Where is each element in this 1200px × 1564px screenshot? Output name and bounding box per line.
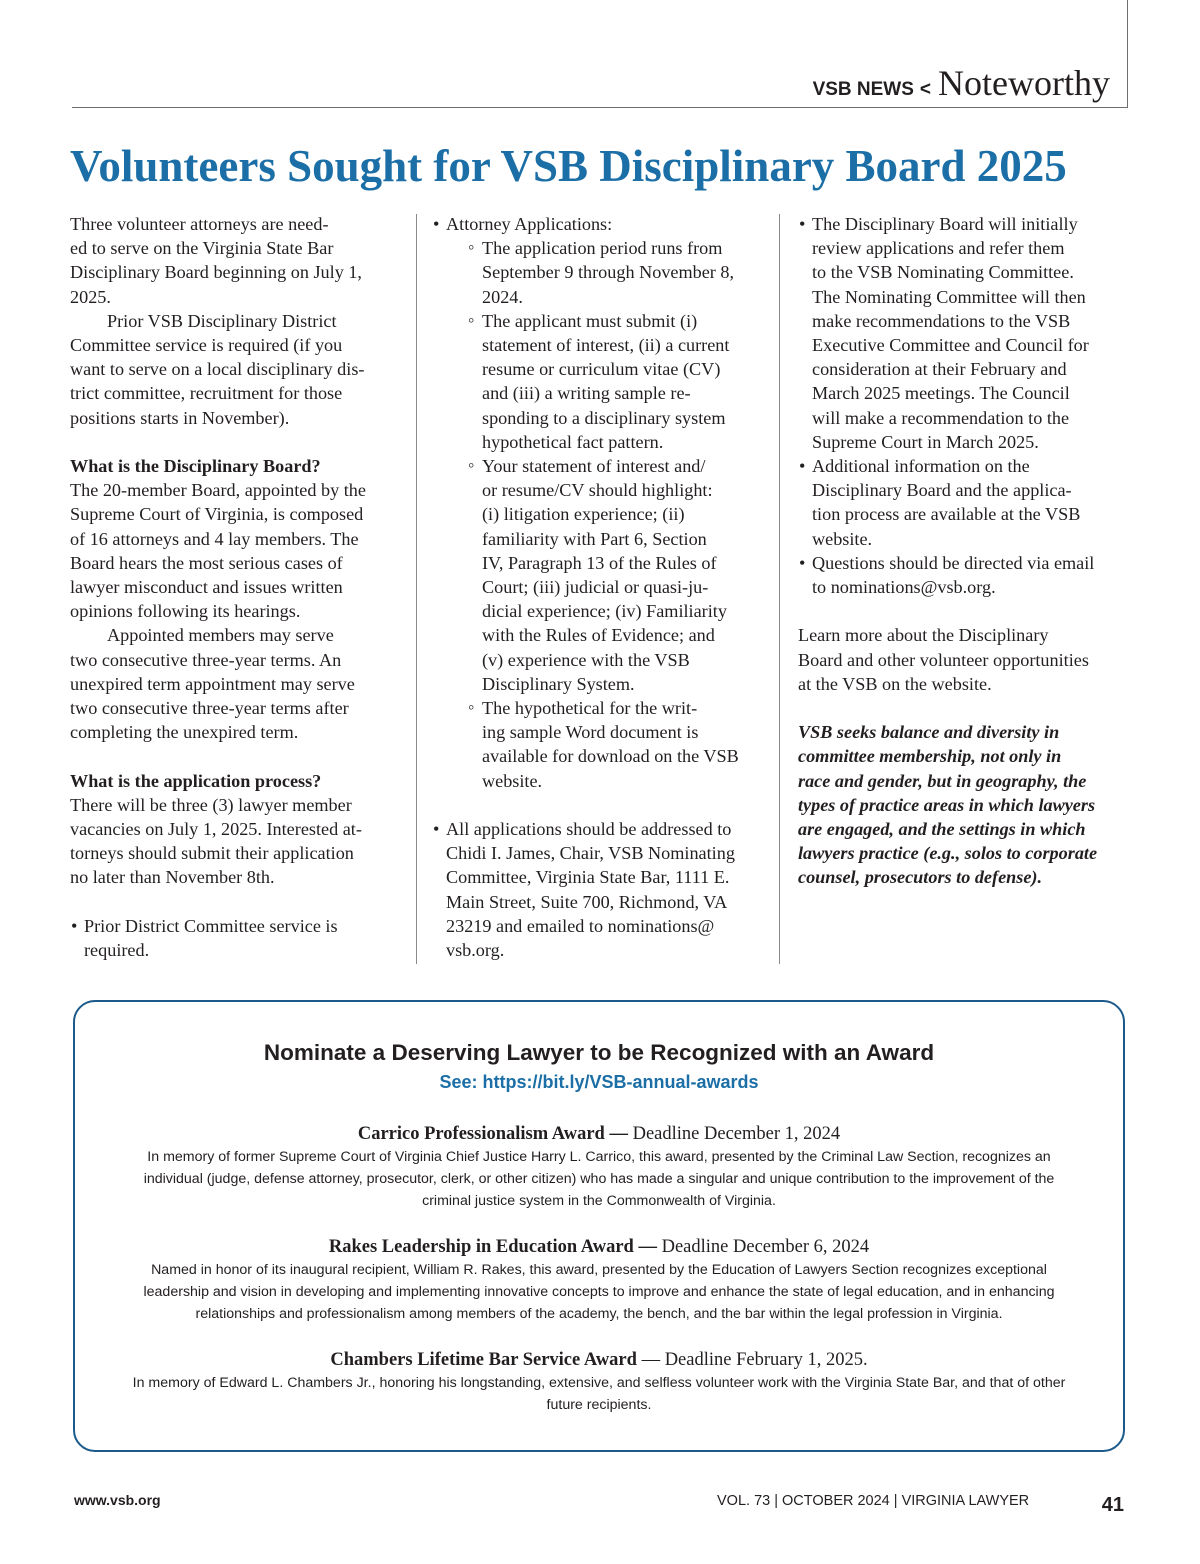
award-heading — [109, 1235, 1089, 1259]
article-column-1 — [70, 212, 410, 962]
section-arrow: < — [919, 79, 932, 100]
learn-more-paragraph: Learn more about the Disciplinary Board and other volunteer opportunities at the VSB on the website. — [798, 625, 1089, 694]
article-column-2 — [432, 212, 767, 962]
award-deadline: Deadline December 6, 2024 — [661, 1237, 870, 1257]
header-horizontal-rule — [72, 107, 1128, 108]
subhead-application-process: What is the application process? — [70, 770, 322, 791]
column-divider — [779, 214, 780, 964]
bullet-prior-service: • Prior District Committee service is required. — [70, 914, 410, 962]
board-paragraph: The 20-member Board, appointed by the Supreme Court of Virginia, is composed of 16 attorneys and 4 lay members. The Board hears the most serious cases of lawyer misconduct and issues written opinions following its hearings. — [70, 480, 366, 622]
bullet-additional-info: • Additional information on the Disciplinary Board and the applica- tion process are available at the VSB website. — [798, 454, 1138, 551]
awards-callout-box — [73, 1000, 1125, 1452]
vacancies-paragraph: There will be three (3) lawyer member vacancies on July 1, 2025. Interested at- torneys should submit their application no later than November 8th. — [70, 794, 362, 888]
awards-link[interactable]: See: https://bit.ly/VSB-annual-awards — [439, 1072, 759, 1092]
sub-bullet-application-period: ◦ The application period runs from September 9 through November 8, 2024. — [432, 236, 767, 309]
awards-title: Nominate a Deserving Lawyer to be Recognized with an Award — [263, 1040, 935, 1065]
subhead-disciplinary-board: What is the Disciplinary Board? — [70, 456, 321, 477]
award-deadline: — Deadline February 1, 2025. — [641, 1350, 868, 1370]
running-header — [813, 62, 1110, 104]
footer-issue-info: VOL. 73 | OCTOBER 2024 | VIRGINIA LAWYER — [717, 1493, 1030, 1509]
award-description: In memory of Edward L. Chambers Jr., honoring his longstanding, extensive, and selfless volunteer work with the Virginia State Bar, and that of other future recipients. — [132, 1375, 1066, 1413]
header-vertical-rule — [1127, 0, 1128, 108]
footer-website[interactable]: www.vsb.org — [74, 1492, 161, 1508]
award-name: Rakes Leadership in Education Award — — [328, 1237, 657, 1257]
sub-bullet-submission-requirements: ◦ The applicant must submit (i) statement of interest, (ii) a current resume or curriculum vitae (CV) and (iii) a writing sample re- sponding to a disciplinary system hypothetical fact pattern. — [432, 309, 767, 454]
bullet-address-applications: • All applications should be addressed to Chidi I. James, Chair, VSB Nominating Committee, Virginia State Bar, 1111 E. Main Street, Suite 700, Richmond, VA 23219 and emailed to nominations@ vsb.org. — [432, 817, 767, 962]
intro-paragraph: Three volunteer attorneys are need- ed to serve on the Virginia State Bar Disciplinary Board beginning on July 1, 2025. — [70, 214, 362, 307]
award-deadline: Deadline December 1, 2024 — [632, 1124, 841, 1144]
award-heading — [109, 1348, 1089, 1372]
award-name: Carrico Professionalism Award — — [357, 1124, 628, 1144]
award-heading — [109, 1122, 1089, 1146]
section-label: VSB NEWS — [812, 79, 914, 100]
terms-paragraph: Appointed members may serve two consecutive three-year terms. An unexpired term appointment may serve two consecutive three-year terms after completing the unexpired term. — [70, 625, 355, 743]
award-description: Named in honor of its inaugural recipient, William R. Rakes, this award, presented by the Education of Lawyers Section recognizes exceptional leadership and vision in developing and implementing innovative concepts to improve and enhance the state of legal education, and in enhancing relationships and professionalism among members of the academy, the bench, and the bar within the legal profession in Virginia. — [143, 1262, 1055, 1322]
award-name: Chambers Lifetime Bar Service Award — [330, 1350, 637, 1370]
award-description: In memory of former Supreme Court of Virginia Chief Justice Harry L. Carrico, this award, presented by the Criminal Law Section, recognizes an individual (judge, defense attorney, prosecutor, clerk, or other citizen) who has made a singular and unique contribution to the improvement of the criminal justice system in the Commonwealth of Virginia. — [143, 1149, 1055, 1209]
bullet-attorney-applications: • Attorney Applications: — [432, 212, 767, 236]
sub-bullet-highlights: ◦ Your statement of interest and/ or resume/CV should highlight: (i) litigation experience; (ii) familiarity with Part 6, Section IV, Paragraph 13 of the Rules of Court; (iii) judicial or quasi-ju- dicial experience; (iv) Familiarity with the Rules of Evidence; and (v) experience with the VSB Disciplinary System. — [432, 454, 767, 696]
prior-service-paragraph: Prior VSB Disciplinary District Committee service is required (if you want to serve on a local disciplinary dis- trict committee, recruitment for those positions starts in November). — [70, 310, 365, 428]
column-divider — [416, 214, 417, 964]
diversity-statement: VSB seeks balance and diversity in committee membership, not only in race and gender, but in geography, the types of practice areas in which lawyers are engaged, and the settings in which lawyers practice (e.g., solos to corporate counsel, prosecutors to defense). — [798, 722, 1098, 888]
page-number: 41 — [1101, 1494, 1124, 1516]
article-headline: Volunteers Sought for VSB Disciplinary Board 2025 — [70, 141, 1067, 191]
section-title: Noteworthy — [938, 63, 1110, 103]
article-column-3 — [798, 212, 1138, 890]
award-entry — [109, 1348, 1089, 1416]
sub-bullet-hypothetical: ◦ The hypothetical for the writ- ing sample Word document is available for download on the VSB website. — [432, 696, 767, 793]
award-entry — [109, 1235, 1089, 1325]
award-entry — [109, 1122, 1089, 1212]
bullet-questions: • Questions should be directed via email to nominations@vsb.org. — [798, 551, 1138, 599]
bullet-board-review: • The Disciplinary Board will initially review applications and refer them to the VSB Nominating Committee. The Nominating Committee will then make recommendations to the VSB Executive Committee and Council for consideration at their February and March 2025 meetings. The Council will make a recommendation to the Supreme Court in March 2025. — [798, 212, 1138, 454]
